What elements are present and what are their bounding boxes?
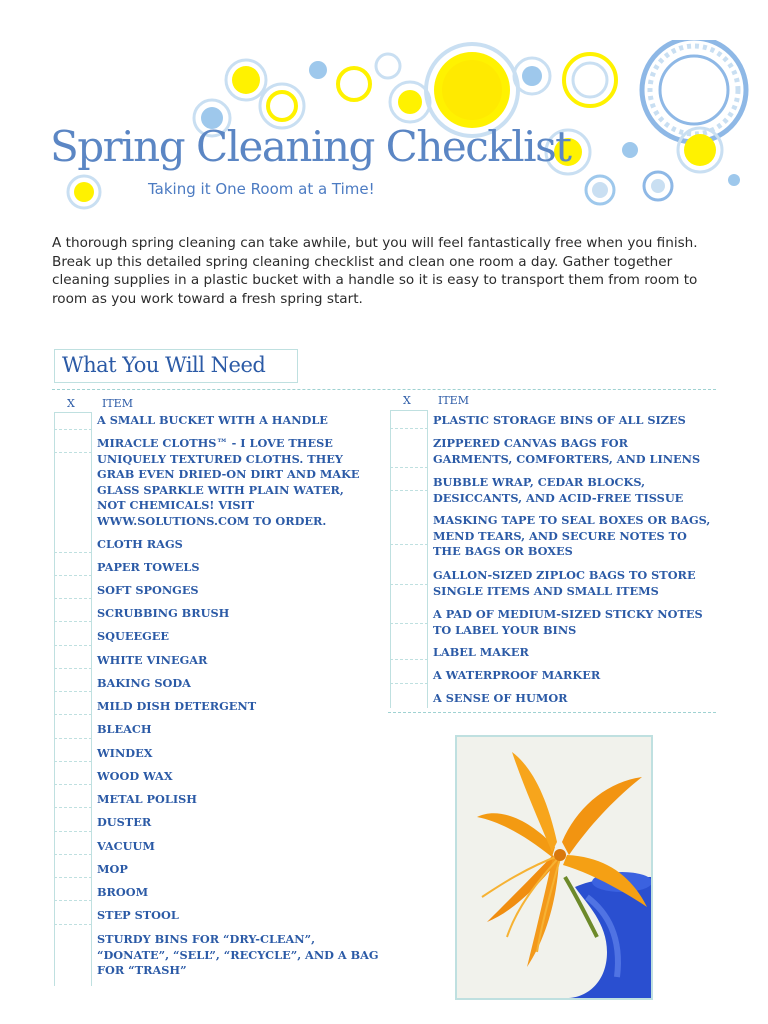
left-x-header: X [67, 397, 75, 410]
checklist-item: WHITE VINEGAR [97, 653, 208, 667]
checkbox-row[interactable] [54, 900, 92, 901]
left-item-header: ITEM [102, 397, 133, 410]
checkbox-row[interactable] [54, 668, 92, 669]
orange-lily-in-blue-vase-image [457, 737, 651, 998]
checkbox-row[interactable] [54, 831, 92, 832]
checklist-item: PAPER TOWELS [97, 560, 200, 574]
section-divider-right-bottom [388, 712, 716, 713]
checklist-item: A PAD OF MEDIUM-SIZED STICKY NOTES TO LABEL YOUR BINS [433, 607, 703, 637]
checklist-item: METAL POLISH [97, 792, 197, 806]
section-divider-top [52, 389, 716, 390]
checkbox-row[interactable] [54, 738, 92, 739]
page-title: Spring Cleaning Checklist [50, 122, 571, 171]
checkbox-row[interactable] [54, 924, 92, 925]
checkbox-row[interactable] [390, 544, 428, 545]
checkbox-row[interactable] [54, 714, 92, 715]
checklist-item: BUBBLE WRAP, CEDAR BLOCKS, DESICCANTS, AND ACID-FREE TISSUE [433, 475, 684, 505]
checklist-item: MILD DISH DETERGENT [97, 699, 257, 713]
section-heading-box [54, 349, 298, 383]
checkbox-row[interactable] [390, 467, 428, 468]
checklist-item: SCRUBBING BRUSH [97, 606, 230, 620]
checklist-item: STEP STOOL [97, 908, 179, 922]
checkbox-row[interactable] [54, 854, 92, 855]
checklist-item: DUSTER [97, 815, 152, 829]
checkbox-row[interactable] [54, 761, 92, 762]
checklist-item: A SMALL BUCKET WITH A HANDLE [97, 413, 328, 427]
checklist-item: GALLON-SIZED ZIPLOC BAGS TO STORE SINGLE ITEMS AND SMALL ITEMS [433, 568, 696, 598]
checklist-item: A WATERPROOF MARKER [433, 668, 601, 682]
checkbox-row[interactable] [390, 584, 428, 585]
checkbox-row[interactable] [54, 621, 92, 622]
checkbox-row[interactable] [54, 691, 92, 692]
checkbox-row[interactable] [390, 623, 428, 624]
checkbox-row[interactable] [390, 428, 428, 429]
intro-paragraph: A thorough spring cleaning can take awhile, but you will feel fantastically free when you finish. Break up this detailed spring cleaning checklist and clean one room a day. Gather together cleaning supplies in a plastic bucket with a handle so it is easy to transport them from room to room as you work toward a fresh spring start. [52, 235, 698, 307]
checkbox-row[interactable] [54, 598, 92, 599]
checkbox-row[interactable] [54, 452, 92, 453]
checklist-item: MIRACLE CLOTHS™ - I LOVE THESE UNIQUELY TEXTURED CLOTHS. THEY GRAB EVEN DRIED-ON DIRT AND MAKE GLASS SPARKLE WITH PLAIN WATER, NOT CHEMICALS! VISIT WWW.SOLUTIONS.COM TO ORDER. [97, 436, 360, 528]
checklist-item: STURDY BINS FOR “DRY-CLEAN”, “DONATE”, “SELL”, “RECYCLE”, AND A BAG FOR “TRASH” [97, 932, 379, 977]
checklist-item: BROOM [97, 885, 149, 899]
right-item-header: ITEM [438, 394, 469, 407]
checkbox-row[interactable] [54, 877, 92, 878]
checkbox-row[interactable] [54, 575, 92, 576]
checkbox-row[interactable] [54, 429, 92, 430]
checklist-item: BLEACH [97, 722, 152, 736]
checklist-item: VACUUM [97, 839, 155, 853]
checkbox-row[interactable] [390, 683, 428, 684]
checklist-item: MOP [97, 862, 128, 876]
checkbox-row[interactable] [390, 490, 428, 491]
right-checkbox-column [390, 410, 428, 708]
checkbox-row[interactable] [54, 552, 92, 553]
section-title: What You Will Need [62, 353, 266, 377]
right-x-header: X [403, 394, 411, 407]
checklist-item: SQUEEGEE [97, 629, 169, 643]
checklist-item: BAKING SODA [97, 676, 191, 690]
checklist-item: WINDEX [97, 746, 153, 760]
page-subtitle: Taking it One Room at a Time! [148, 180, 375, 198]
checklist-item: MASKING TAPE TO SEAL BOXES OR BAGS, MEND TEARS, AND SECURE NOTES TO THE BAGS OR BOXES [433, 513, 711, 558]
checkbox-row[interactable] [390, 659, 428, 660]
lily-photo [455, 735, 653, 1000]
checklist-item: A SENSE OF HUMOR [433, 691, 568, 705]
checklist-item: WOOD WAX [97, 769, 173, 783]
checklist-item: PLASTIC STORAGE BINS OF ALL SIZES [433, 413, 686, 427]
checkbox-row[interactable] [54, 784, 92, 785]
checklist-item: CLOTH RAGS [97, 537, 183, 551]
checkbox-row[interactable] [54, 645, 92, 646]
checklist-item: ZIPPERED CANVAS BAGS FOR GARMENTS, COMFORTERS, AND LINENS [433, 436, 701, 466]
checklist-item: SOFT SPONGES [97, 583, 199, 597]
checklist-item: LABEL MAKER [433, 645, 529, 659]
checkbox-row[interactable] [54, 807, 92, 808]
